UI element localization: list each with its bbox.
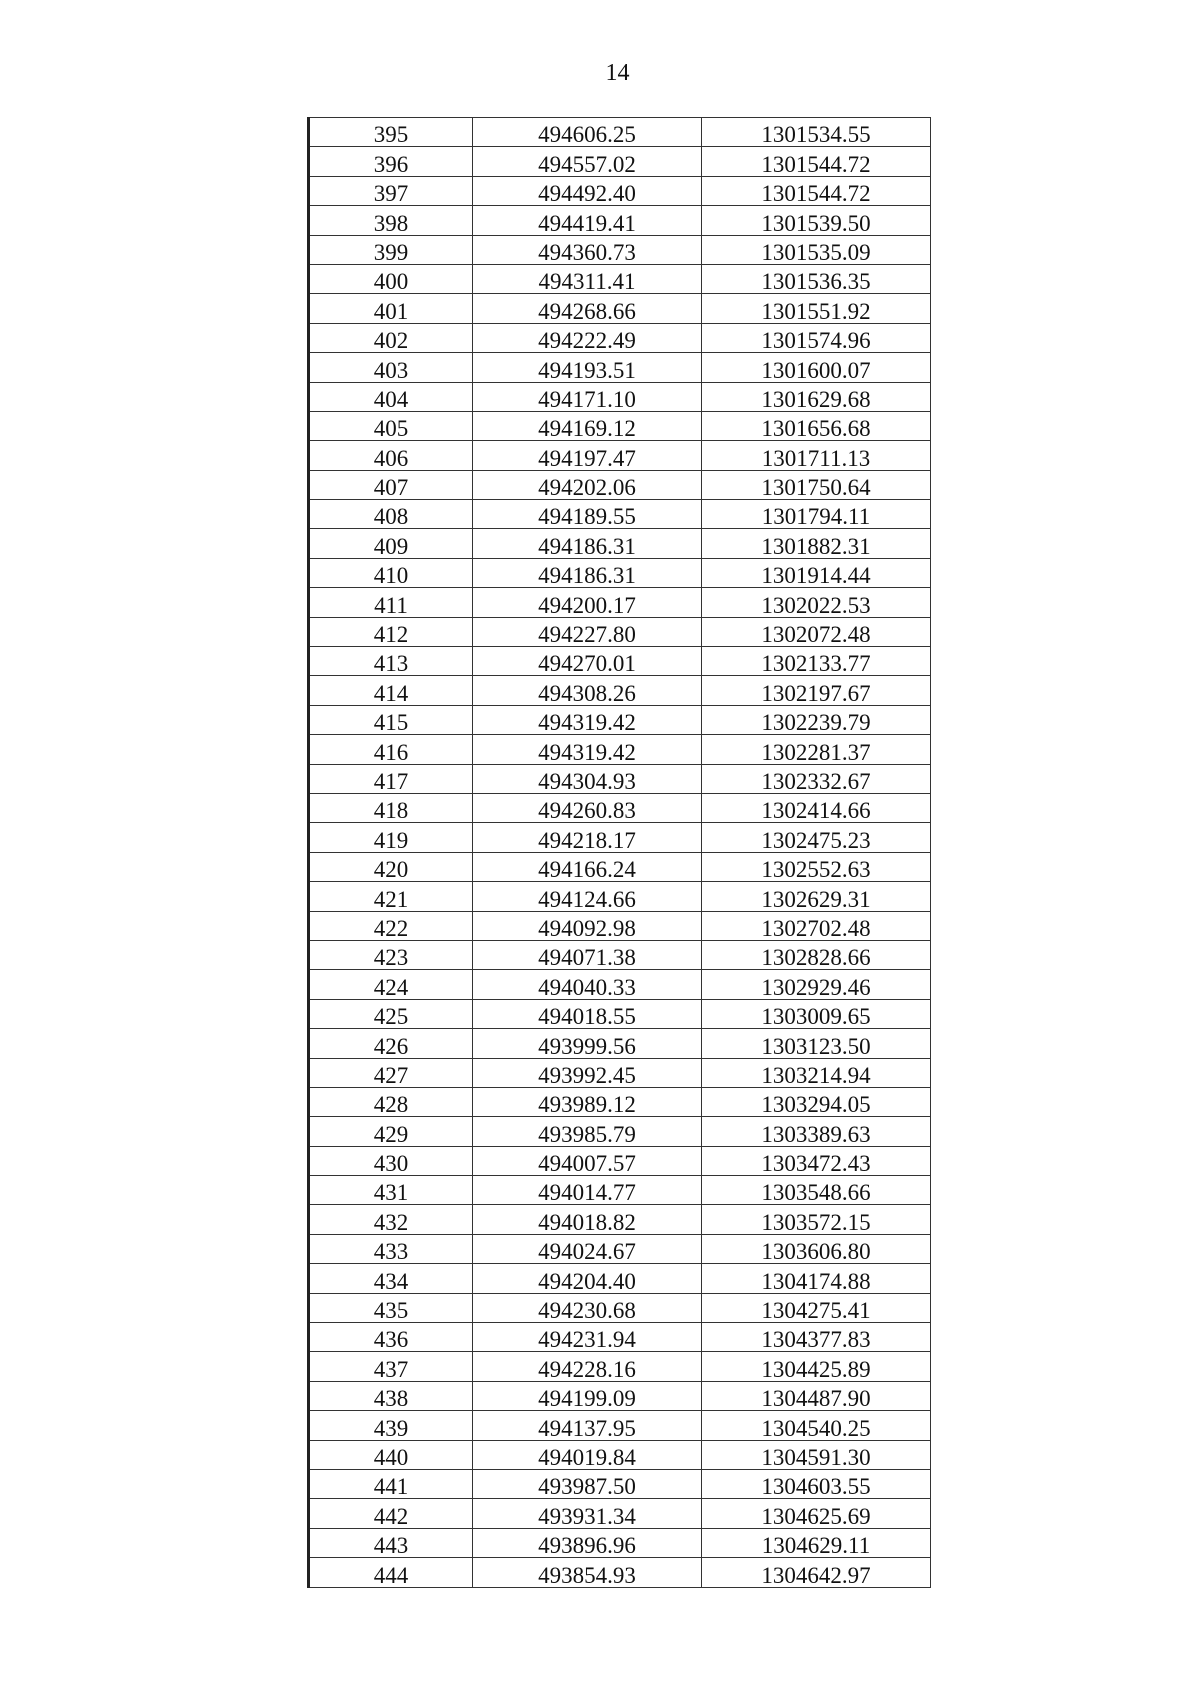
y-coordinate-cell: 1301574.96 xyxy=(702,323,931,352)
point-number-cell: 419 xyxy=(309,823,473,852)
y-coordinate-cell: 1304377.83 xyxy=(702,1323,931,1352)
y-coordinate-cell: 1302828.66 xyxy=(702,940,931,969)
y-coordinate-cell: 1301539.50 xyxy=(702,206,931,235)
table-row xyxy=(309,970,931,999)
x-coordinate-cell: 494319.42 xyxy=(473,735,702,764)
point-number-cell: 400 xyxy=(309,264,473,293)
table-row xyxy=(309,882,931,911)
y-coordinate-cell: 1301544.72 xyxy=(702,176,931,205)
table-row xyxy=(309,823,931,852)
table-row xyxy=(309,323,931,352)
table-row xyxy=(309,1058,931,1087)
y-coordinate-cell: 1303548.66 xyxy=(702,1176,931,1205)
x-coordinate-cell: 494270.01 xyxy=(473,647,702,676)
point-number-cell: 441 xyxy=(309,1469,473,1498)
y-coordinate-cell: 1301600.07 xyxy=(702,353,931,382)
y-coordinate-cell: 1301534.55 xyxy=(702,118,931,147)
x-coordinate-cell: 494186.31 xyxy=(473,529,702,558)
y-coordinate-cell: 1302197.67 xyxy=(702,676,931,705)
x-coordinate-cell: 494202.06 xyxy=(473,470,702,499)
point-number-cell: 432 xyxy=(309,1205,473,1234)
point-number-cell: 402 xyxy=(309,323,473,352)
table-row xyxy=(309,176,931,205)
table-row xyxy=(309,118,931,147)
x-coordinate-cell: 494304.93 xyxy=(473,764,702,793)
y-coordinate-cell: 1303009.65 xyxy=(702,999,931,1028)
point-number-cell: 415 xyxy=(309,705,473,734)
x-coordinate-cell: 494200.17 xyxy=(473,588,702,617)
point-number-cell: 417 xyxy=(309,764,473,793)
x-coordinate-cell: 494492.40 xyxy=(473,176,702,205)
y-coordinate-cell: 1304174.88 xyxy=(702,1264,931,1293)
point-number-cell: 412 xyxy=(309,617,473,646)
point-number-cell: 430 xyxy=(309,1146,473,1175)
y-coordinate-cell: 1303606.80 xyxy=(702,1234,931,1263)
point-number-cell: 434 xyxy=(309,1264,473,1293)
point-number-cell: 418 xyxy=(309,793,473,822)
x-coordinate-cell: 494419.41 xyxy=(473,206,702,235)
table-row xyxy=(309,1029,931,1058)
x-coordinate-cell: 494092.98 xyxy=(473,911,702,940)
y-coordinate-cell: 1302552.63 xyxy=(702,852,931,881)
point-number-cell: 426 xyxy=(309,1029,473,1058)
point-number-cell: 440 xyxy=(309,1440,473,1469)
x-coordinate-cell: 494007.57 xyxy=(473,1146,702,1175)
table-row xyxy=(309,1117,931,1146)
x-coordinate-cell: 494606.25 xyxy=(473,118,702,147)
table-row xyxy=(309,1499,931,1528)
y-coordinate-cell: 1304629.11 xyxy=(702,1528,931,1557)
table-row xyxy=(309,617,931,646)
y-coordinate-cell: 1302475.23 xyxy=(702,823,931,852)
x-coordinate-cell: 494197.47 xyxy=(473,441,702,470)
x-coordinate-cell: 494260.83 xyxy=(473,793,702,822)
y-coordinate-cell: 1301544.72 xyxy=(702,147,931,176)
table-row xyxy=(309,1528,931,1557)
table-row xyxy=(309,1234,931,1263)
point-number-cell: 427 xyxy=(309,1058,473,1087)
table-row xyxy=(309,1558,931,1587)
y-coordinate-cell: 1304591.30 xyxy=(702,1440,931,1469)
point-number-cell: 413 xyxy=(309,647,473,676)
x-coordinate-cell: 494227.80 xyxy=(473,617,702,646)
x-coordinate-cell: 494228.16 xyxy=(473,1352,702,1381)
y-coordinate-cell: 1303572.15 xyxy=(702,1205,931,1234)
x-coordinate-cell: 493896.96 xyxy=(473,1528,702,1557)
x-coordinate-cell: 493992.45 xyxy=(473,1058,702,1087)
table-row xyxy=(309,588,931,617)
point-number-cell: 429 xyxy=(309,1117,473,1146)
point-number-cell: 397 xyxy=(309,176,473,205)
x-coordinate-cell: 493989.12 xyxy=(473,1087,702,1116)
point-number-cell: 424 xyxy=(309,970,473,999)
y-coordinate-cell: 1304603.55 xyxy=(702,1469,931,1498)
y-coordinate-cell: 1303214.94 xyxy=(702,1058,931,1087)
x-coordinate-cell: 494360.73 xyxy=(473,235,702,264)
y-coordinate-cell: 1302133.77 xyxy=(702,647,931,676)
y-coordinate-cell: 1301629.68 xyxy=(702,382,931,411)
point-number-cell: 436 xyxy=(309,1323,473,1352)
y-coordinate-cell: 1302022.53 xyxy=(702,588,931,617)
point-number-cell: 408 xyxy=(309,500,473,529)
x-coordinate-cell: 494171.10 xyxy=(473,382,702,411)
table-row xyxy=(309,1469,931,1498)
y-coordinate-cell: 1302929.46 xyxy=(702,970,931,999)
x-coordinate-cell: 494557.02 xyxy=(473,147,702,176)
table-row xyxy=(309,1087,931,1116)
x-coordinate-cell: 494071.38 xyxy=(473,940,702,969)
coordinates-table-body xyxy=(309,118,931,1588)
x-coordinate-cell: 494189.55 xyxy=(473,500,702,529)
table-row xyxy=(309,1440,931,1469)
y-coordinate-cell: 1304540.25 xyxy=(702,1411,931,1440)
table-row xyxy=(309,735,931,764)
point-number-cell: 425 xyxy=(309,999,473,1028)
y-coordinate-cell: 1303123.50 xyxy=(702,1029,931,1058)
table-row xyxy=(309,764,931,793)
point-number-cell: 444 xyxy=(309,1558,473,1587)
y-coordinate-cell: 1301914.44 xyxy=(702,558,931,587)
y-coordinate-cell: 1304425.89 xyxy=(702,1352,931,1381)
y-coordinate-cell: 1301750.64 xyxy=(702,470,931,499)
point-number-cell: 423 xyxy=(309,940,473,969)
y-coordinate-cell: 1304642.97 xyxy=(702,1558,931,1587)
point-number-cell: 411 xyxy=(309,588,473,617)
x-coordinate-cell: 494308.26 xyxy=(473,676,702,705)
x-coordinate-cell: 494311.41 xyxy=(473,264,702,293)
point-number-cell: 431 xyxy=(309,1176,473,1205)
y-coordinate-cell: 1303472.43 xyxy=(702,1146,931,1175)
y-coordinate-cell: 1304487.90 xyxy=(702,1381,931,1410)
table-row xyxy=(309,1146,931,1175)
y-coordinate-cell: 1301551.92 xyxy=(702,294,931,323)
x-coordinate-cell: 493854.93 xyxy=(473,1558,702,1587)
table-row xyxy=(309,1411,931,1440)
point-number-cell: 414 xyxy=(309,676,473,705)
x-coordinate-cell: 493987.50 xyxy=(473,1469,702,1498)
point-number-cell: 398 xyxy=(309,206,473,235)
table-row xyxy=(309,676,931,705)
point-number-cell: 403 xyxy=(309,353,473,382)
point-number-cell: 409 xyxy=(309,529,473,558)
x-coordinate-cell: 494218.17 xyxy=(473,823,702,852)
x-coordinate-cell: 494230.68 xyxy=(473,1293,702,1322)
table-row xyxy=(309,793,931,822)
table-row xyxy=(309,911,931,940)
coordinates-table xyxy=(307,117,931,1588)
x-coordinate-cell: 494040.33 xyxy=(473,970,702,999)
x-coordinate-cell: 494014.77 xyxy=(473,1176,702,1205)
table-row xyxy=(309,470,931,499)
point-number-cell: 435 xyxy=(309,1293,473,1322)
point-number-cell: 407 xyxy=(309,470,473,499)
table-row xyxy=(309,1176,931,1205)
point-number-cell: 438 xyxy=(309,1381,473,1410)
x-coordinate-cell: 494204.40 xyxy=(473,1264,702,1293)
y-coordinate-cell: 1301711.13 xyxy=(702,441,931,470)
point-number-cell: 396 xyxy=(309,147,473,176)
y-coordinate-cell: 1301535.09 xyxy=(702,235,931,264)
table-row xyxy=(309,647,931,676)
table-row xyxy=(309,264,931,293)
point-number-cell: 439 xyxy=(309,1411,473,1440)
x-coordinate-cell: 494186.31 xyxy=(473,558,702,587)
table-row xyxy=(309,382,931,411)
x-coordinate-cell: 494319.42 xyxy=(473,705,702,734)
x-coordinate-cell: 494169.12 xyxy=(473,411,702,440)
point-number-cell: 399 xyxy=(309,235,473,264)
point-number-cell: 404 xyxy=(309,382,473,411)
y-coordinate-cell: 1303389.63 xyxy=(702,1117,931,1146)
point-number-cell: 443 xyxy=(309,1528,473,1557)
x-coordinate-cell: 494231.94 xyxy=(473,1323,702,1352)
point-number-cell: 401 xyxy=(309,294,473,323)
y-coordinate-cell: 1302702.48 xyxy=(702,911,931,940)
table-row xyxy=(309,206,931,235)
table-row xyxy=(309,999,931,1028)
x-coordinate-cell: 493999.56 xyxy=(473,1029,702,1058)
table-row xyxy=(309,441,931,470)
y-coordinate-cell: 1301656.68 xyxy=(702,411,931,440)
x-coordinate-cell: 494018.55 xyxy=(473,999,702,1028)
x-coordinate-cell: 494018.82 xyxy=(473,1205,702,1234)
point-number-cell: 420 xyxy=(309,852,473,881)
point-number-cell: 433 xyxy=(309,1234,473,1263)
x-coordinate-cell: 494137.95 xyxy=(473,1411,702,1440)
y-coordinate-cell: 1302072.48 xyxy=(702,617,931,646)
x-coordinate-cell: 493931.34 xyxy=(473,1499,702,1528)
x-coordinate-cell: 494166.24 xyxy=(473,852,702,881)
x-coordinate-cell: 494268.66 xyxy=(473,294,702,323)
y-coordinate-cell: 1302239.79 xyxy=(702,705,931,734)
y-coordinate-cell: 1303294.05 xyxy=(702,1087,931,1116)
point-number-cell: 428 xyxy=(309,1087,473,1116)
y-coordinate-cell: 1302629.31 xyxy=(702,882,931,911)
y-coordinate-cell: 1304625.69 xyxy=(702,1499,931,1528)
table-row xyxy=(309,852,931,881)
table-row xyxy=(309,529,931,558)
table-row xyxy=(309,235,931,264)
y-coordinate-cell: 1301882.31 xyxy=(702,529,931,558)
point-number-cell: 422 xyxy=(309,911,473,940)
y-coordinate-cell: 1302281.37 xyxy=(702,735,931,764)
y-coordinate-cell: 1302332.67 xyxy=(702,764,931,793)
x-coordinate-cell: 494222.49 xyxy=(473,323,702,352)
table-row xyxy=(309,1293,931,1322)
point-number-cell: 410 xyxy=(309,558,473,587)
y-coordinate-cell: 1301536.35 xyxy=(702,264,931,293)
point-number-cell: 416 xyxy=(309,735,473,764)
point-number-cell: 442 xyxy=(309,1499,473,1528)
x-coordinate-cell: 494199.09 xyxy=(473,1381,702,1410)
table-row xyxy=(309,294,931,323)
y-coordinate-cell: 1301794.11 xyxy=(702,500,931,529)
table-row xyxy=(309,705,931,734)
table-row xyxy=(309,558,931,587)
table-row xyxy=(309,1381,931,1410)
table-row xyxy=(309,147,931,176)
table-row xyxy=(309,940,931,969)
x-coordinate-cell: 494193.51 xyxy=(473,353,702,382)
point-number-cell: 406 xyxy=(309,441,473,470)
x-coordinate-cell: 494019.84 xyxy=(473,1440,702,1469)
page-number: 14 xyxy=(605,60,630,86)
table-row xyxy=(309,1264,931,1293)
table-row xyxy=(309,500,931,529)
table-row xyxy=(309,1323,931,1352)
table-row xyxy=(309,411,931,440)
table-row xyxy=(309,353,931,382)
x-coordinate-cell: 494024.67 xyxy=(473,1234,702,1263)
x-coordinate-cell: 493985.79 xyxy=(473,1117,702,1146)
point-number-cell: 395 xyxy=(309,118,473,147)
point-number-cell: 405 xyxy=(309,411,473,440)
table-row xyxy=(309,1205,931,1234)
x-coordinate-cell: 494124.66 xyxy=(473,882,702,911)
table-row xyxy=(309,1352,931,1381)
y-coordinate-cell: 1304275.41 xyxy=(702,1293,931,1322)
point-number-cell: 421 xyxy=(309,882,473,911)
point-number-cell: 437 xyxy=(309,1352,473,1381)
y-coordinate-cell: 1302414.66 xyxy=(702,793,931,822)
